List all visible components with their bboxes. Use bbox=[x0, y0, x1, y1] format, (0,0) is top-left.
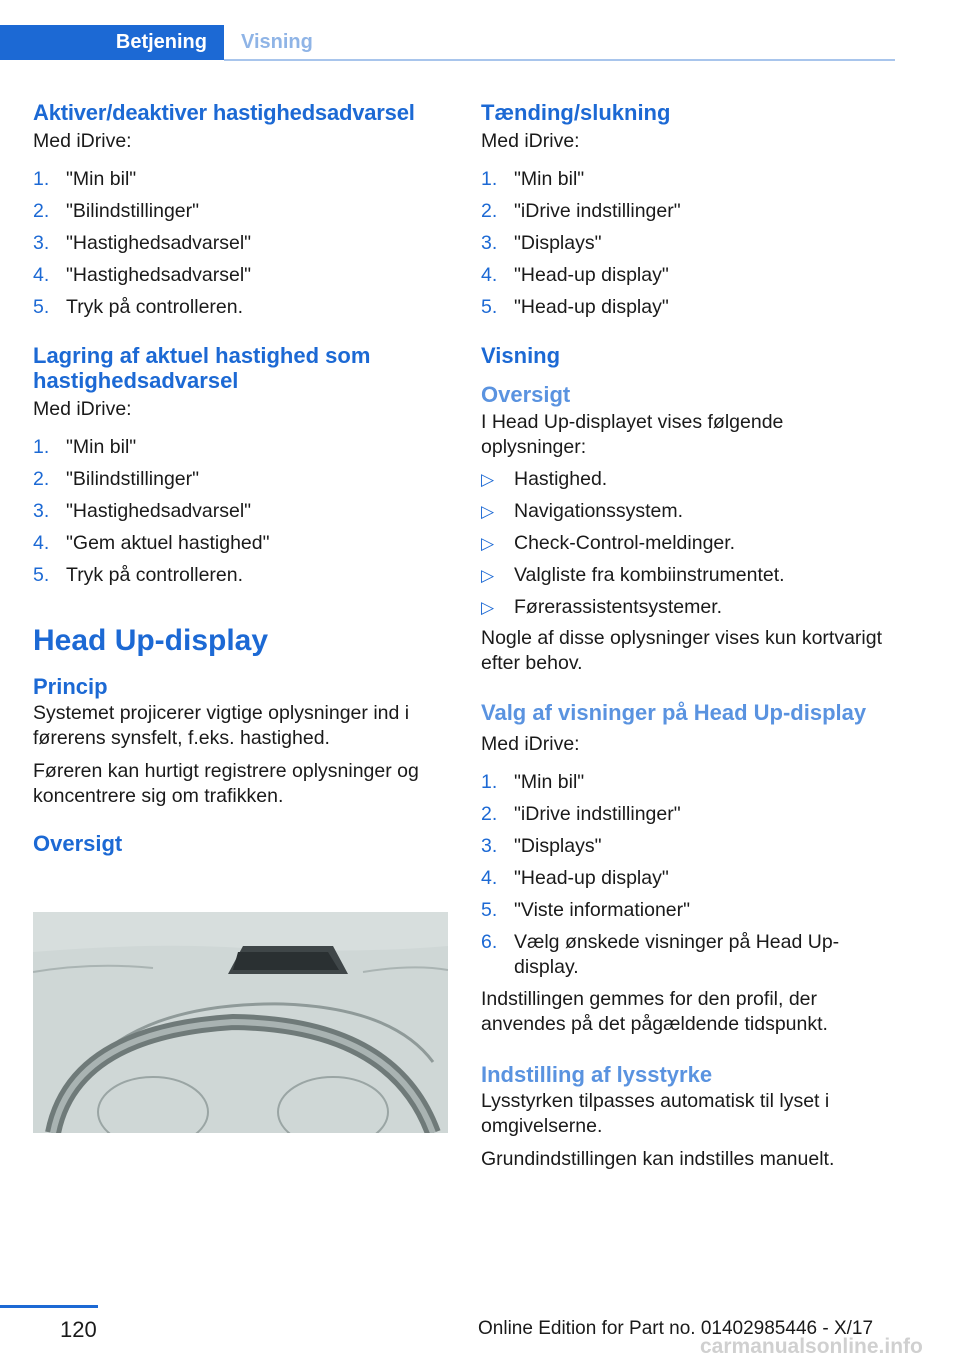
edition-text: Online Edition for Part no. 01402985446 - X/17 bbox=[478, 1318, 874, 1339]
tab-betjening-label: Betjening bbox=[115, 31, 207, 53]
header-rule bbox=[224, 59, 895, 61]
list-item: 5. Tryk på controlleren. bbox=[33, 564, 244, 586]
list-item: 1. "Min bil" bbox=[33, 436, 137, 458]
section-title-taending: Tænding/slukning bbox=[481, 100, 671, 125]
tab-betjening[interactable] bbox=[0, 25, 224, 60]
list-item: ▷ Førerassistentsystemer. bbox=[481, 596, 723, 618]
intro-text: Med iDrive: bbox=[33, 130, 132, 152]
list-item: 4. "Head-up display" bbox=[481, 867, 669, 889]
princip-paragraph-2: Føreren kan hurtigt registrere oplysninger og koncentrere sig om trafikken. bbox=[33, 760, 419, 807]
oversigt-note: Nogle af disse oplysninger vises kun kortvarigt efter behov. bbox=[481, 627, 883, 674]
list-item: 3. "Displays" bbox=[481, 232, 602, 254]
intro-text: Med iDrive: bbox=[481, 733, 580, 755]
steps-list-taending bbox=[481, 167, 895, 320]
list-item: 4. "Head-up display" bbox=[481, 264, 669, 286]
list-item: 5. Tryk på controlleren. bbox=[33, 296, 244, 318]
lysstyrke-paragraph-2: Grundindstillingen kan indstilles manuelt. bbox=[481, 1148, 835, 1170]
footer-rule bbox=[0, 1305, 98, 1308]
list-item: 2. "Bilindstillinger" bbox=[33, 468, 200, 490]
section-title-oversigt: Oversigt bbox=[481, 382, 571, 407]
list-item: ▷ Check-Control-meldinger. bbox=[481, 532, 736, 554]
steps-list-lagring bbox=[33, 435, 451, 588]
watermark: carmanualsonline.info bbox=[700, 1335, 923, 1358]
list-item: 5. "Viste informationer" bbox=[481, 899, 691, 921]
list-item: 2. "Bilindstillinger" bbox=[33, 200, 200, 222]
list-item: ▷ Hastighed. bbox=[481, 468, 608, 490]
section-title-valg: Valg af visninger på Head Up-display bbox=[481, 700, 867, 725]
steps-list-aktiver bbox=[33, 167, 451, 320]
list-item: 3. "Displays" bbox=[481, 835, 602, 857]
list-item: 4. "Hastighedsadvarsel" bbox=[33, 264, 252, 286]
valg-note: Indstillingen gemmes for den profil, der anvendes på det pågældende tidspunkt. bbox=[481, 988, 828, 1035]
list-item: 1. "Min bil" bbox=[481, 771, 585, 793]
section-title-oversigt: Oversigt bbox=[33, 831, 123, 856]
dashboard-illustration bbox=[33, 912, 448, 1133]
left-column bbox=[33, 100, 451, 857]
list-item: ▷ Valgliste fra kombiinstrumentet. bbox=[481, 564, 785, 586]
intro-text: Med iDrive: bbox=[33, 398, 132, 420]
head-up-display-illustration bbox=[33, 912, 448, 1133]
tab-visning-label: Visning bbox=[241, 31, 313, 53]
list-item: 2. "iDrive indstillinger" bbox=[481, 803, 681, 825]
steps-list-valg bbox=[481, 770, 895, 980]
list-item: 6. Vælg ønskede visninger på Head Up-display. bbox=[481, 931, 840, 978]
lysstyrke-paragraph-1: Lysstyrken tilpasses automatisk til lyset i omgivelserne. bbox=[481, 1090, 830, 1137]
list-item: 3. "Hastighedsadvarsel" bbox=[33, 232, 252, 254]
intro-text: Med iDrive: bbox=[481, 130, 580, 152]
header-tabbar bbox=[0, 0, 895, 62]
list-item: 3. "Hastighedsadvarsel" bbox=[33, 500, 252, 522]
page-number: 120 bbox=[60, 1317, 97, 1342]
list-item: ▷ Navigationssystem. bbox=[481, 500, 684, 522]
section-title-lagring: Lagring af aktuel hastighed som hastighedsadvarsel bbox=[33, 343, 371, 393]
section-title-visning: Visning bbox=[481, 343, 561, 368]
chapter-title: Head Up-display bbox=[33, 624, 269, 657]
list-item: 1. "Min bil" bbox=[481, 168, 585, 190]
princip-paragraph-1: Systemet projicerer vigtige oplysninger ind i førerens synsfelt, f.eks. hastighed. bbox=[33, 702, 410, 749]
list-item: 4. "Gem aktuel hastighed" bbox=[33, 532, 270, 554]
section-title-princip: Princip bbox=[33, 674, 108, 699]
section-title-lysstyrke: Indstilling af lysstyrke bbox=[481, 1062, 713, 1087]
list-item: 1. "Min bil" bbox=[33, 168, 137, 190]
oversigt-intro: I Head Up-displayet vises følgende oplysninger: bbox=[481, 411, 784, 458]
list-item: 5. "Head-up display" bbox=[481, 296, 669, 318]
info-bullet-list bbox=[481, 467, 895, 620]
section-title-aktiver: Aktiver/deaktiver hastighedsadvarsel bbox=[33, 100, 415, 125]
tab-visning[interactable] bbox=[241, 25, 313, 60]
list-item: 2. "iDrive indstillinger" bbox=[481, 200, 681, 222]
right-column bbox=[481, 100, 895, 1172]
